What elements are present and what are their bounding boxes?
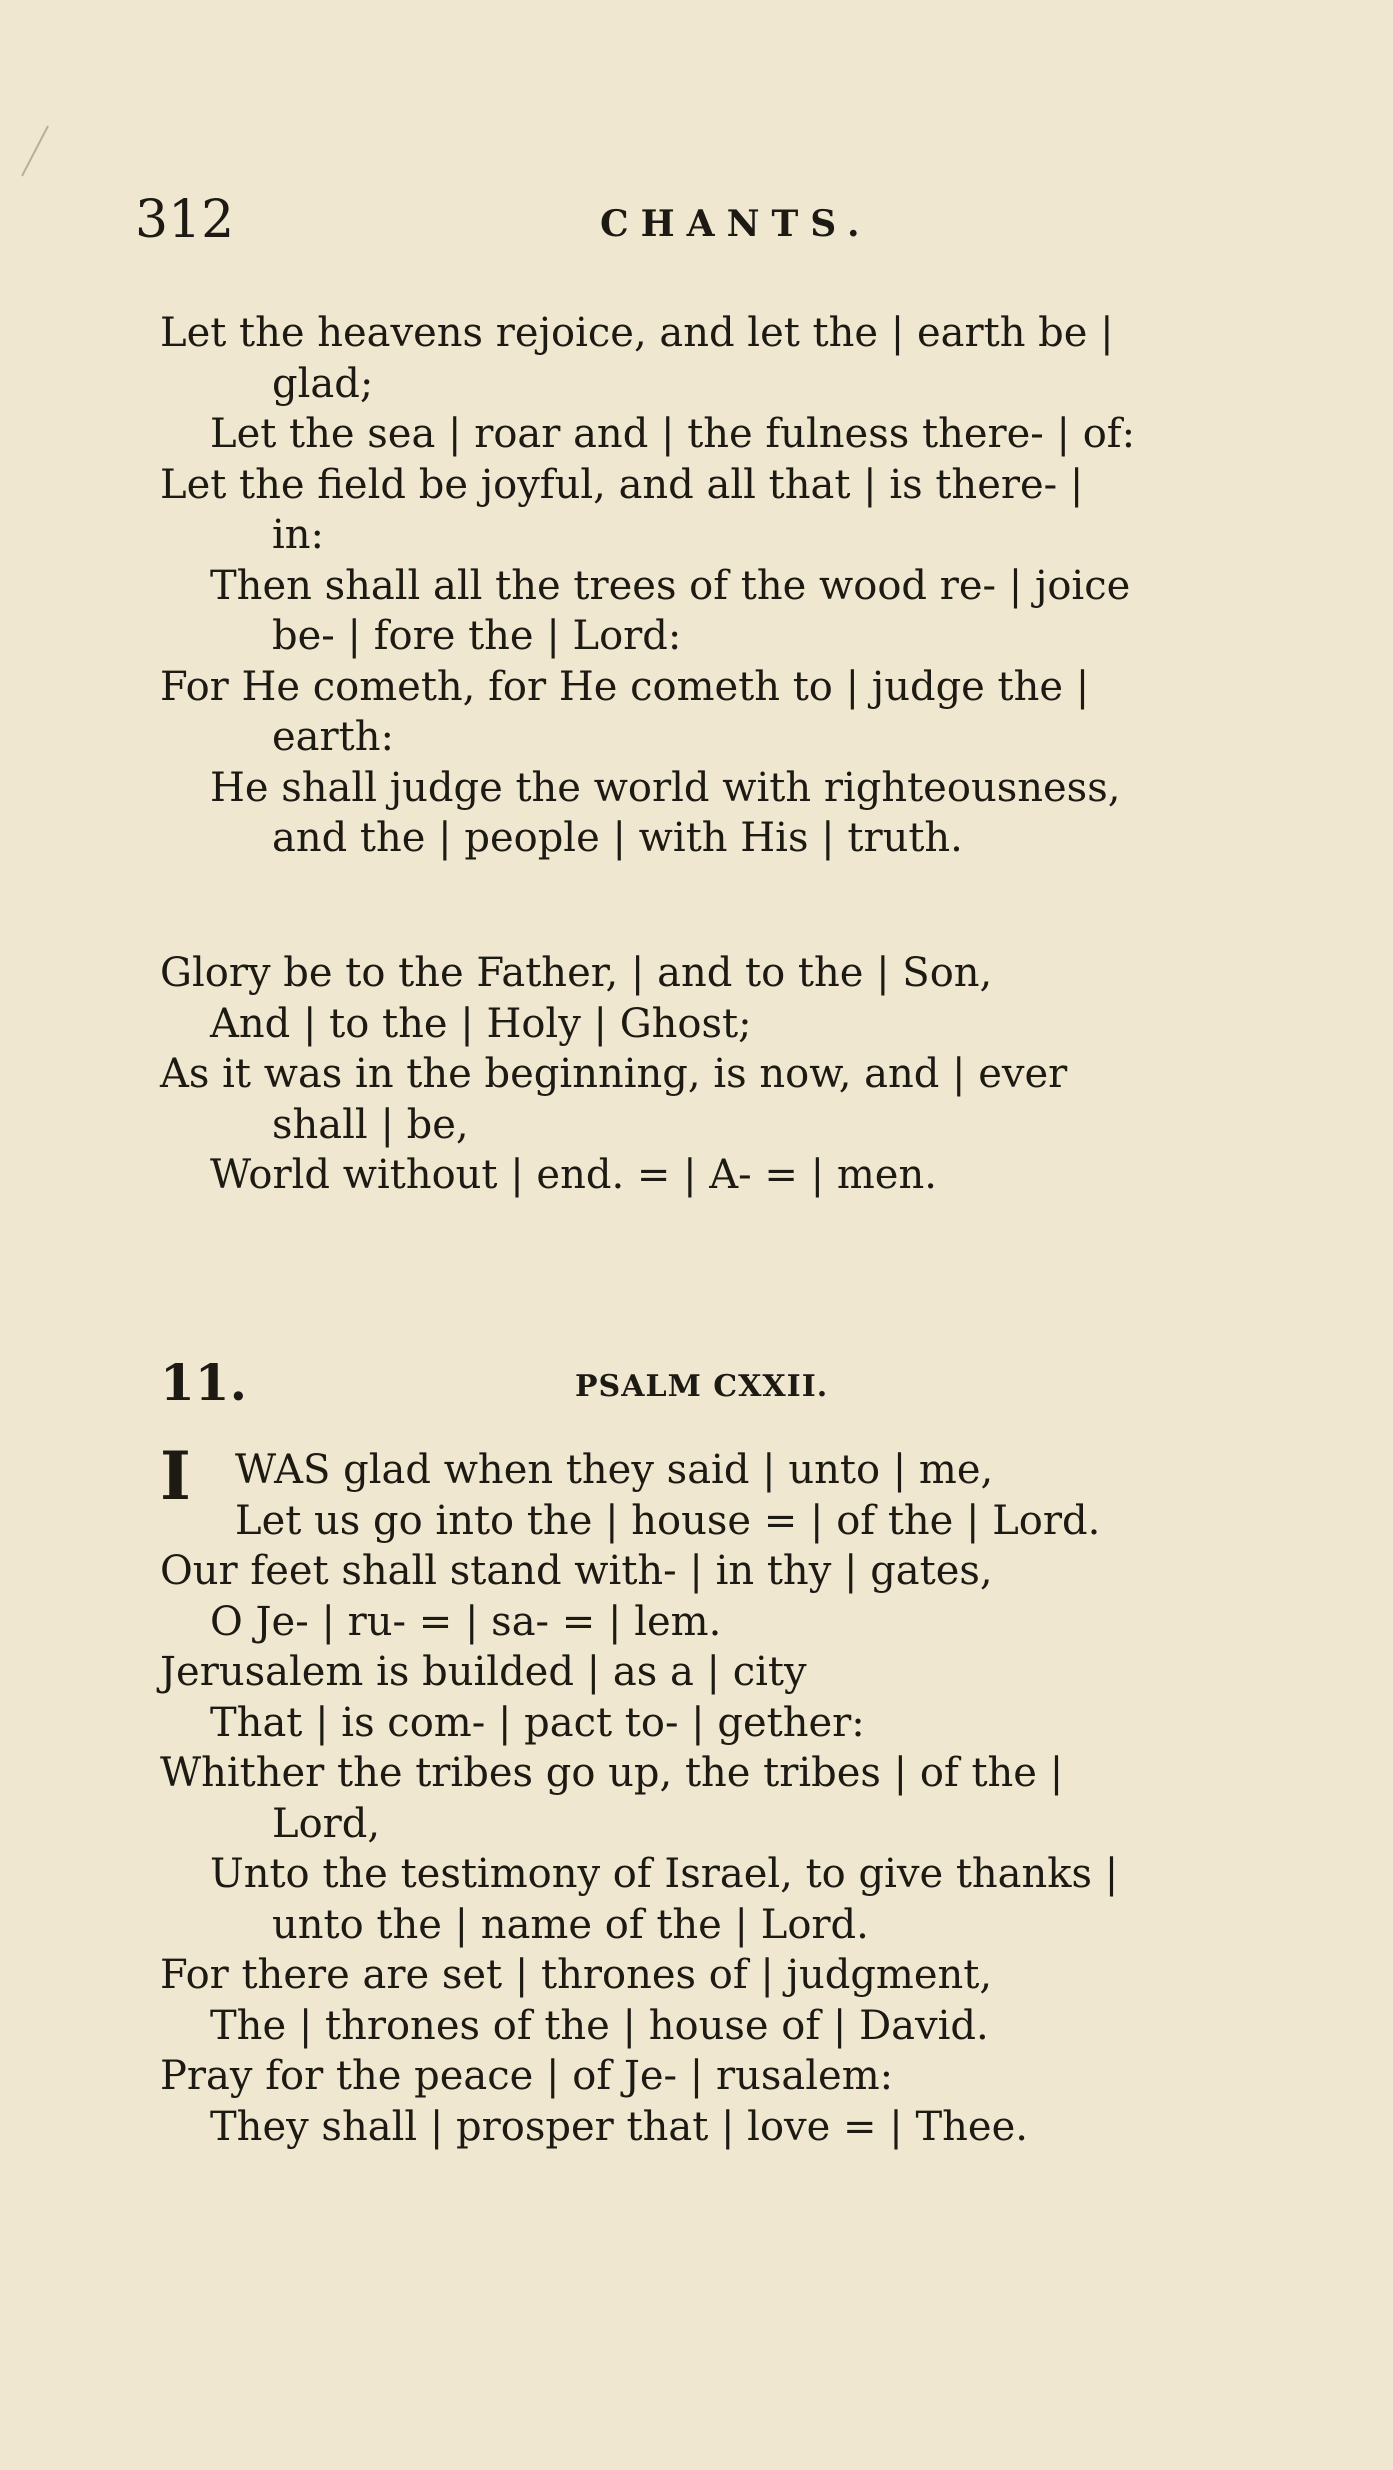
drop-cap: I [160,1437,191,1515]
verse-line: Let the field be joyful, and all that | is there- | [160,461,1084,508]
psalm-line: They shall | prosper that | love = | Thee. [210,2103,1028,2150]
psalm-line: Lord, [272,1800,381,1847]
verse-line: earth: [272,714,394,760]
gloria-line: As it was in the beginning, is now, and | ever [160,1051,1068,1097]
psalm-line: Whither the tribes go up, the tribes | of the | [160,1750,1064,1796]
psalm-first-line [160,1437,1340,1515]
chant-verses-section [160,308,1340,864]
gloria-line: shall | be, [272,1101,469,1148]
psalm-line: Jerusalem is builded | as a | city [160,1649,807,1695]
verse-line: He shall judge the world with righteousness, [210,764,1121,811]
gloria-line: World without | end. = | A- = | men. [210,1152,937,1198]
verse-line: be- | fore the | Lord: [272,613,682,659]
verse-line: and the | people | with His | truth. [272,815,963,861]
verse-line: Then shall all the trees of the wood re- | joice [210,562,1131,609]
psalm-verses-section [160,1437,1340,2152]
psalm-line: Unto the testimony of Israel, to give thanks | [210,1851,1119,1897]
gloria-line: And | to the | Holy | Ghost; [210,1000,752,1047]
verse-line: Let the sea | roar and | the fulness there- | of: [210,411,1136,457]
verse-line: Let the heavens rejoice, and let the | earth be | [160,310,1114,356]
psalm-line: Pray for the peace | of Je- | rusalem: [160,2053,894,2099]
psalm-title: PSALM CXXII. [575,1369,829,1404]
psalm-number: 11. [160,1353,247,1412]
gloria-line: Glory be to the Father, | and to the | Son, [160,950,993,996]
verse-line: glad; [272,360,374,407]
psalm-line: unto the | name of the | Lord. [272,1901,869,1948]
psalm-first-line-text: WAS glad when they said | unto | me, [235,1447,994,1493]
psalm-line: That | is com- | pact to- | gether: [210,1699,865,1746]
gloria-section [160,948,1340,1201]
psalm-line: O Je- | ru- = | sa- = | lem. [210,1598,722,1645]
psalm-line: The | thrones of the | house of | David. [210,2002,989,2049]
psalm-heading [160,1355,1340,1415]
page-header [135,190,1335,270]
running-head: CHANTS. [600,203,872,245]
psalm-line: Let us go into the | house = | of the | Lord. [235,1497,1101,1544]
psalm-line: Our feet shall stand with- | in thy | gates, [160,1548,993,1594]
pencil-mark-icon [18,120,58,180]
verse-line: in: [272,512,325,558]
page-number: 312 [135,190,235,250]
verse-line: For He cometh, for He cometh to | judge the | [160,663,1090,710]
psalm-line: For there are set | thrones of | judgment, [160,1952,993,1998]
